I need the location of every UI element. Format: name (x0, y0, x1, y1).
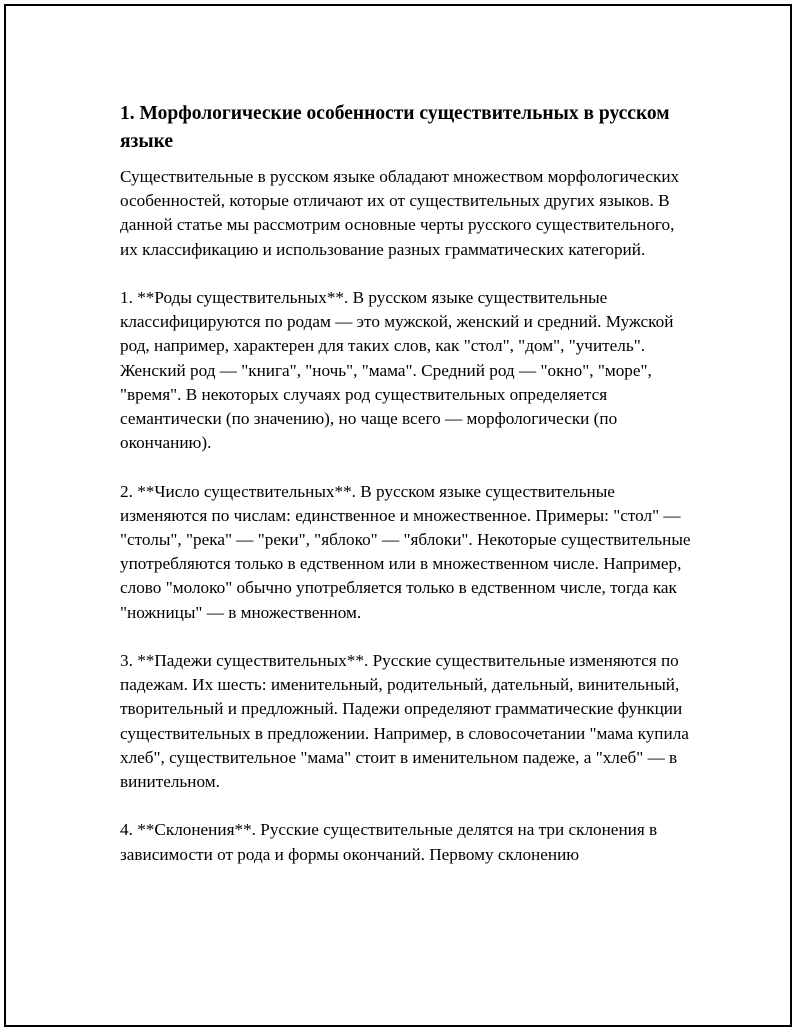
intro-paragraph: Существительные в русском языке обладают множеством морфологических особенностей, которые отличают их от существительных других языков. В данной статье мы рассмотрим основные черты русского существительного, их классификацию и использование разных грамматических категорий. (120, 167, 680, 259)
cases-paragraph: 3. **Падежи существительных**. Русские существительные изменяются по падежам. Их шесть: именительный, родительный, дательный, винительный, творительный и предложный. Падежи определяют грамматические функции существительных в предложении. Например, в словосочетании "мама купила хлеб", существительное "мама" стоит в именительном падеже, а "хлеб" — в винительном. (120, 651, 689, 792)
declensions-paragraph: 4. **Склонения**. Русские существительные делятся на три склонения в зависимости от рода и формы окончаний. Первому склонению (120, 820, 658, 864)
number-paragraph: 2. **Число существительных**. В русском языке существительные изменяются по числам: единственное и множественное. Примеры: "стол" — "столы", "река" — "реки", "яблоко" — "яблоки". Некоторые существительные употребляются только в едственном или в множественном числе. Например, слово "молоко" обычно употребляется только в едственном числе, тогда как "ножницы" — в множественном. (120, 481, 691, 622)
document-body (120, 100, 695, 891)
document-heading: 1. Морфологические особенности существительных в русском языке (120, 103, 670, 152)
genders-paragraph: 1. **Роды существительных**. В русском языке существительные классифицируются по родам — это мужской, женский и средний. Мужской род, например, характерен для таких слов, как "стол", "дом", "учитель". Женский род — "книга", "ночь", "мама". Средний род — "окно", "море", "время". В некоторых случаях род существительных определяется семантически (по значению), но чаще всего — морфологически (по окончанию). (120, 288, 674, 453)
page-frame (4, 4, 792, 1027)
